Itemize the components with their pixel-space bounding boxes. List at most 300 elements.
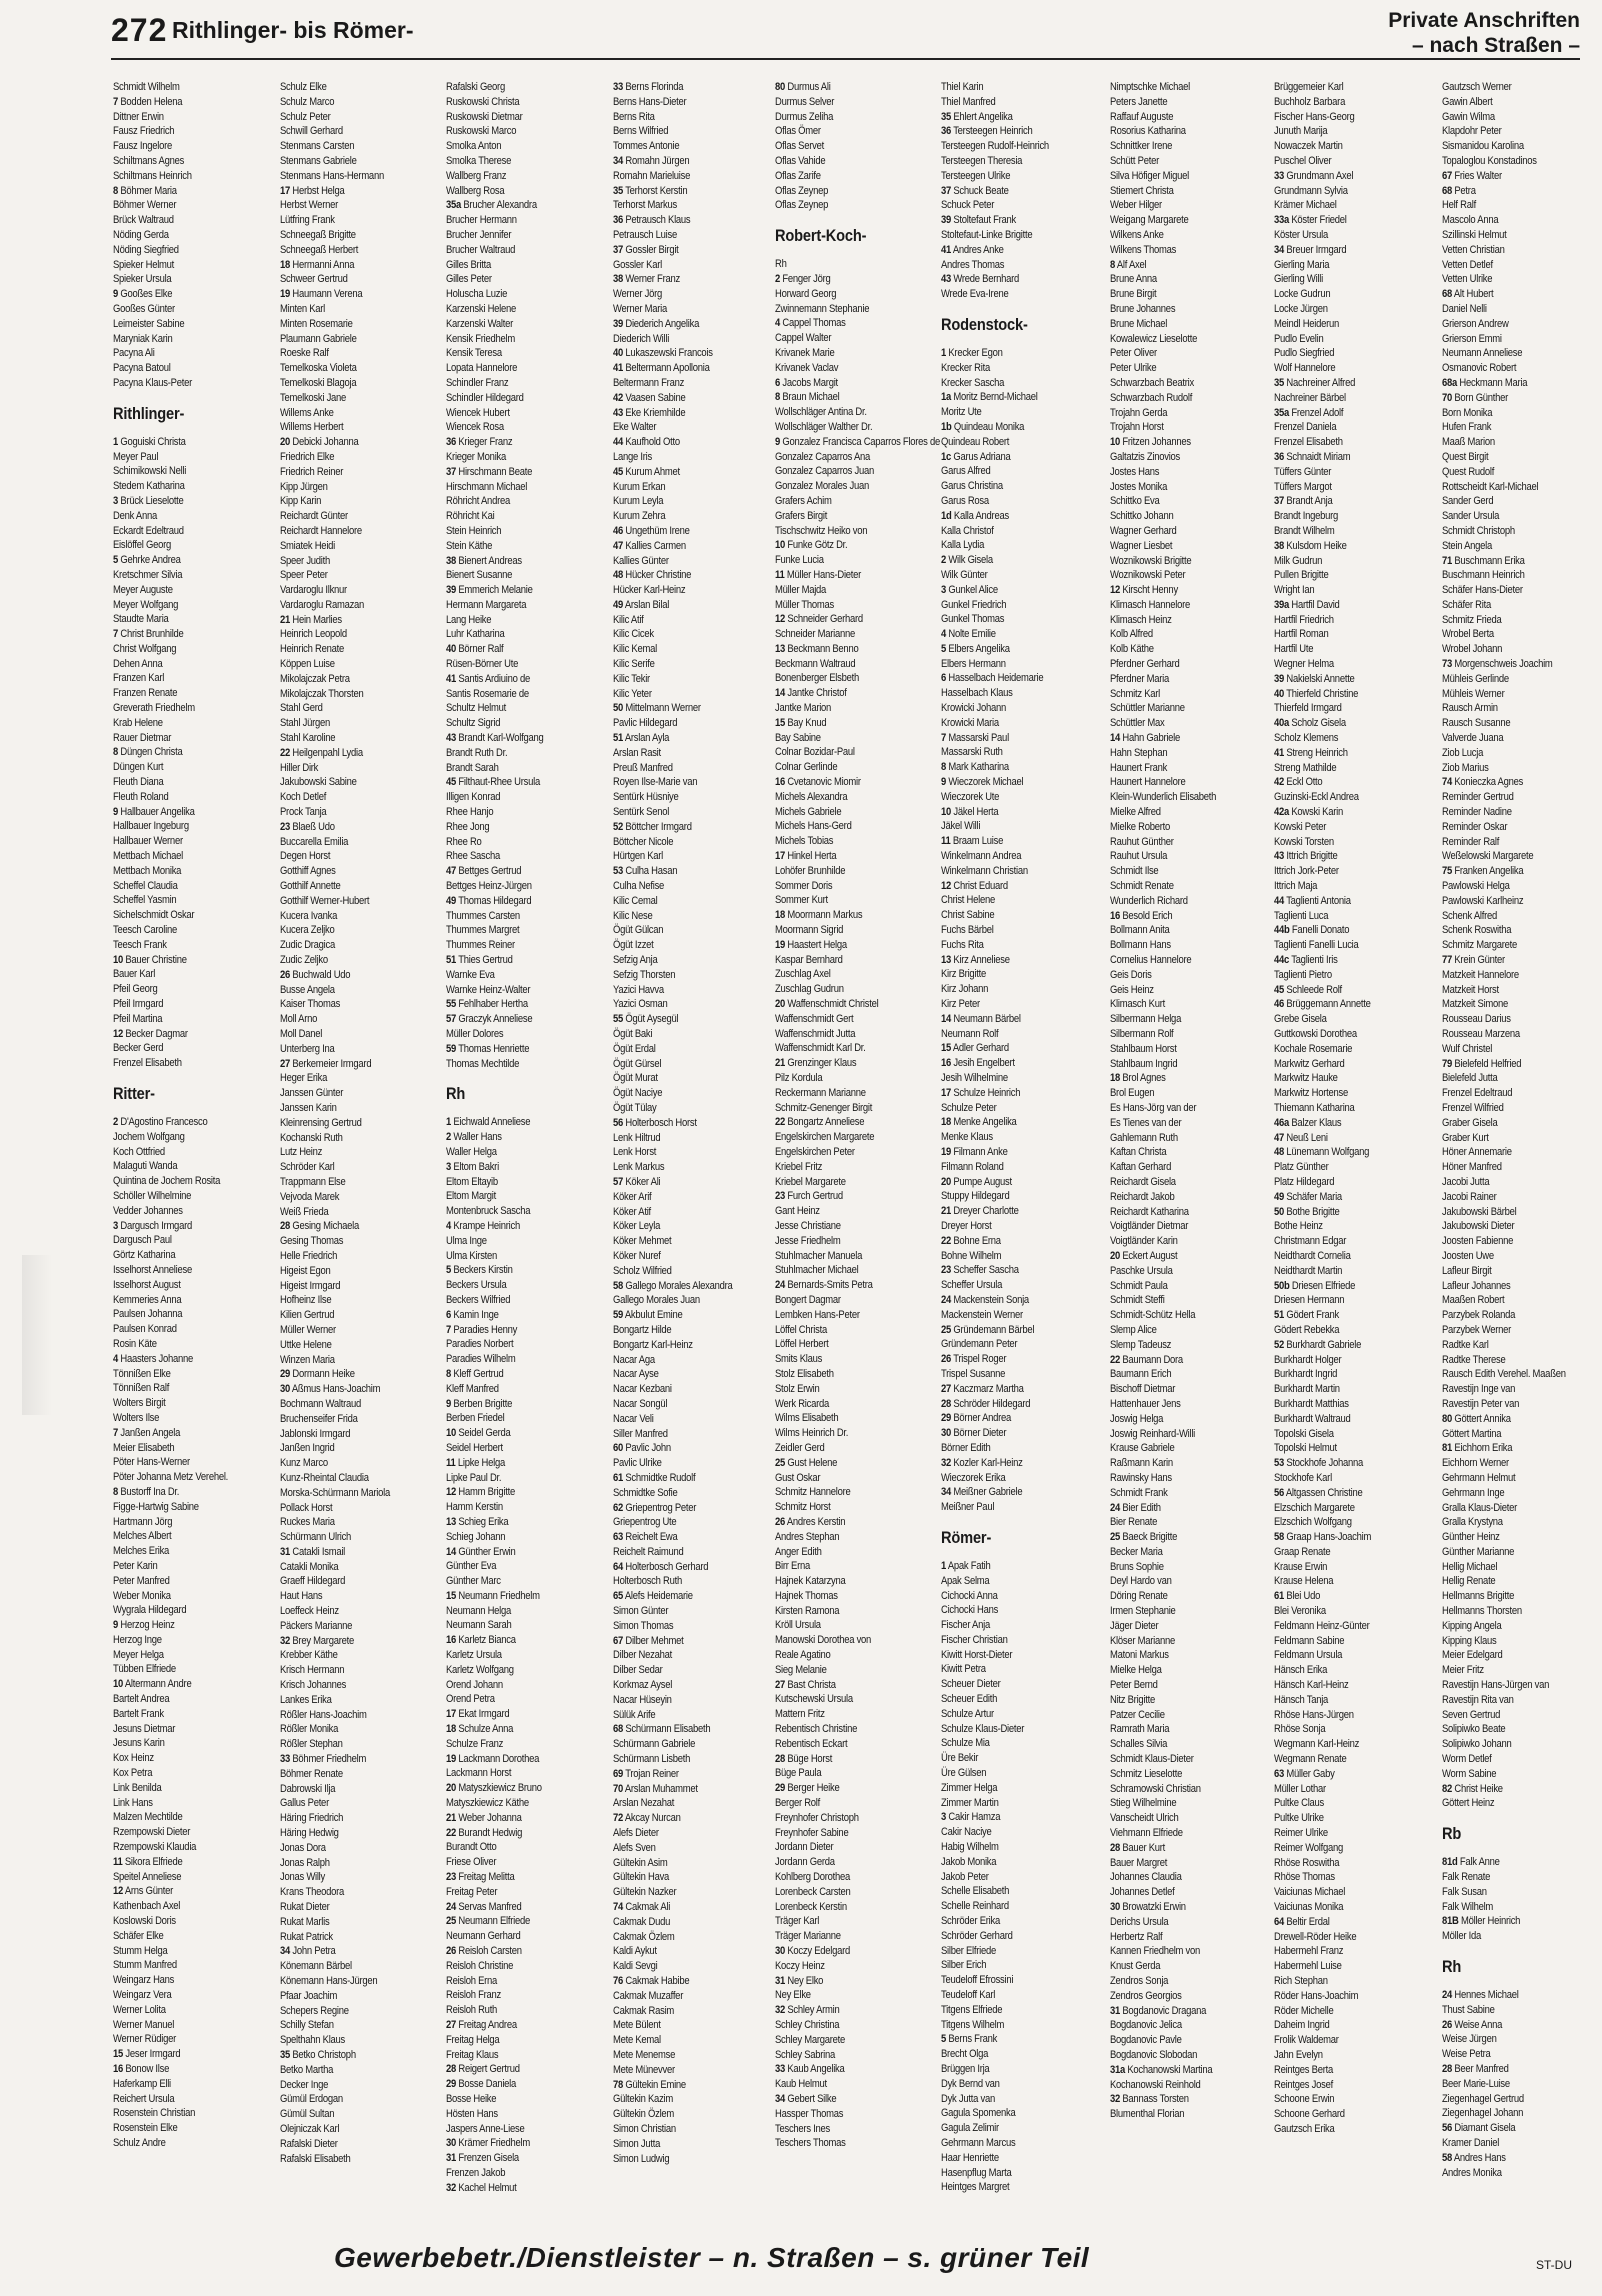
resident-entry: 30 Krämer Friedhelm — [446, 2137, 530, 2150]
resident-entry: Kipp Jürgen — [280, 480, 328, 493]
house-number: 15 — [446, 1589, 457, 1602]
resident-entry: 38 Kulsdom Heike — [1274, 539, 1347, 552]
resident-entry: 13 Beckmann Benno — [775, 642, 859, 655]
resident-entry: 26 Reisloh Carsten — [446, 1945, 522, 1958]
resident-entry: 30 Browatzki Erwin — [1110, 1901, 1186, 1914]
resident-entry: Ögüt Murat — [613, 1072, 658, 1085]
house-number: 44b — [1274, 924, 1290, 937]
resident-entry: Habermehl Franz — [1274, 1945, 1344, 1958]
resident-entry: Schürmann Ulrich — [280, 1531, 352, 1544]
resident-entry: 55 Ögüt Aysegül — [613, 1013, 679, 1026]
resident-entry: Zuschlag Axel — [775, 968, 831, 981]
resident-entry: Häring Hedwig — [280, 1827, 339, 1840]
resident-entry: Günther Heinz — [1442, 1531, 1500, 1544]
resident-entry: Hermann Margareta — [446, 598, 527, 611]
resident-entry: Stuppy Hildegard — [941, 1190, 1010, 1203]
house-number: 14 — [446, 1545, 457, 1558]
resident-entry: Schulze Klaus-Dieter — [941, 1722, 1025, 1735]
resident-entry: Andres Monika — [1442, 2166, 1502, 2179]
resident-entry: 1a Moritz Bernd-Michael — [941, 391, 1038, 404]
resident-entry: Pultke Claus — [1274, 1797, 1325, 1810]
house-number: 11 — [446, 1456, 456, 1469]
resident-entry: Kallies Günter — [613, 554, 669, 567]
resident-entry: Weber Monika — [113, 1589, 171, 1602]
house-number: 46 — [613, 524, 624, 537]
resident-entry: Dehen Anna — [113, 657, 163, 670]
resident-entry: Tüffers Günter — [1274, 465, 1332, 478]
resident-entry: Koch Ottfried — [113, 1145, 165, 1158]
resident-entry: Oflas Vahide — [775, 154, 826, 167]
directory-column-5 — [775, 80, 951, 2151]
resident-entry: Es Tienes van der — [1110, 1116, 1182, 1129]
resident-entry: 64 Holterbosch Gerhard — [613, 1560, 709, 1573]
house-number: 28 — [775, 1752, 786, 1765]
resident-entry: Rausch Susanne — [1442, 717, 1511, 730]
resident-entry: 43 Wrede Bernhard — [941, 273, 1020, 286]
resident-entry: Stuhlmacher Manuela — [775, 1249, 863, 1262]
resident-entry: Thust Sabine — [1442, 2003, 1495, 2016]
resident-entry: Michels Hans-Gerd — [775, 820, 852, 833]
resident-entry: Bohne Wilhelm — [941, 1249, 1002, 1262]
resident-entry: 9 Wieczorek Michael — [941, 776, 1024, 789]
resident-entry: Peter Ulrike — [1110, 362, 1157, 375]
resident-entry: Rhee Hanjo — [446, 806, 494, 819]
resident-entry: Kröll Ursula — [775, 1619, 821, 1632]
resident-entry: Blumenthal Florian — [1110, 2108, 1185, 2121]
resident-entry: Stiemert Christa — [1110, 184, 1174, 197]
resident-entry: Schmidtke Sofie — [613, 1486, 678, 1499]
resident-entry: Wilk Günter — [941, 568, 988, 581]
resident-entry: Radtke Karl — [1442, 1338, 1489, 1351]
resident-entry: 39 Nakielski Annette — [1274, 672, 1355, 685]
resident-entry: Temelkoski Blagoja — [280, 376, 357, 389]
resident-entry: Vedder Johannes — [113, 1204, 183, 1217]
house-number: 22 — [446, 1826, 457, 1839]
resident-entry: Tischschwitz Heiko von — [775, 524, 868, 537]
resident-entry: Schulz Andre — [113, 2136, 166, 2149]
resident-entry: 8 Düngen Christa — [113, 746, 183, 759]
resident-entry: 31a Kochanowski Martina — [1110, 2063, 1213, 2076]
resident-entry: 14 Günther Erwin — [446, 1545, 516, 1558]
resident-entry: Stenmans Hans-Hermann — [280, 169, 384, 182]
resident-entry: Brück Waltraud — [113, 214, 174, 227]
resident-entry: Milk Gudrun — [1274, 554, 1323, 567]
resident-entry: 1 Goguiski Christa — [113, 435, 186, 448]
resident-entry: 12 Hamm Brigitte — [446, 1486, 515, 1499]
resident-entry: Köker Atif — [613, 1205, 651, 1218]
resident-entry: Titgens Elfriede — [941, 2003, 1003, 2016]
house-number: 4 — [775, 317, 781, 330]
resident-entry: 23 Scheffer Sascha — [941, 1264, 1019, 1277]
page-margin-shadow — [22, 1255, 52, 1415]
resident-entry: 45 Filthaut-Rhee Ursula — [446, 776, 540, 789]
resident-entry: Thiel Karin — [941, 81, 984, 93]
house-number: 8 — [113, 746, 119, 759]
resident-entry: Schweer Gertrud — [280, 273, 348, 286]
resident-entry: Elbers Hermann — [941, 657, 1006, 670]
house-number: 47 — [613, 539, 624, 552]
resident-entry: Schürmann Gabriele — [613, 1738, 696, 1751]
house-number: 59 — [446, 1042, 457, 1055]
resident-entry: Pacyna Batoul — [113, 362, 171, 375]
resident-entry: 78 Gültekin Emine — [613, 2078, 686, 2091]
resident-entry: Worm Detlef — [1442, 1753, 1492, 1766]
resident-entry: 16 Karletz Bianca — [446, 1634, 516, 1647]
resident-entry: Kirz Brigitte — [941, 968, 987, 981]
resident-entry: 25 Baeck Brigitte — [1110, 1531, 1178, 1544]
resident-entry: Oflas Ömer — [775, 125, 821, 138]
resident-entry: Bogdanovic Pavle — [1110, 2034, 1182, 2047]
house-number: 11 — [941, 835, 951, 848]
resident-entry: Link Hans — [113, 1796, 153, 1809]
resident-entry: Derichs Ursula — [1110, 1915, 1169, 1928]
house-number: 5 — [941, 2033, 947, 2046]
resident-entry: Schmidt-Schütz Hella — [1110, 1309, 1196, 1322]
house-number: 17 — [280, 184, 291, 197]
resident-entry: Kurum Erkan — [613, 480, 666, 493]
resident-entry: Ögüt Izzet — [613, 939, 654, 952]
resident-entry: Meier Fritz — [1442, 1664, 1484, 1677]
resident-entry: Bogdanovic Slobodan — [1110, 2048, 1198, 2061]
resident-entry: 74 Cakmak Ali — [613, 1901, 671, 1914]
resident-entry: Göttert Heinz — [1442, 1797, 1495, 1810]
resident-entry: Unterberg Ina — [280, 1042, 335, 1055]
resident-entry: 1 Krecker Egon — [941, 346, 1003, 359]
resident-entry: Mielke Roberto — [1110, 820, 1171, 833]
resident-entry: 31 Ney Elko — [775, 1974, 824, 1987]
resident-entry: Pawlowski Helga — [1442, 880, 1510, 893]
house-number: 64 — [613, 1560, 624, 1573]
resident-entry: 21 Dreyer Charlotte — [941, 1205, 1019, 1218]
resident-entry: 39 Emmerich Melanie — [446, 584, 533, 597]
resident-entry: Gotthiff Agnes — [280, 865, 336, 878]
resident-entry: Stahl Karoline — [280, 732, 336, 745]
resident-entry: Jaspers Anne-Liese — [446, 2122, 525, 2135]
resident-entry: Tersteegen Theresia — [941, 154, 1023, 167]
resident-entry: Voigtländer Dietmar — [1110, 1220, 1189, 1233]
house-number: 49 — [1274, 1190, 1285, 1203]
resident-entry: 4 Cappel Thomas — [775, 317, 846, 330]
resident-entry: Kilic Tekir — [613, 672, 650, 685]
house-number: 29 — [446, 2078, 457, 2091]
house-number: 68a — [1442, 376, 1458, 389]
resident-entry: Bongartz Karl-Heinz — [613, 1338, 693, 1351]
resident-entry: Rukat Marlis — [280, 1915, 330, 1928]
resident-entry: Neumann Helga — [446, 1604, 512, 1617]
resident-entry: Simon Thomas — [613, 1619, 674, 1632]
resident-entry: 47 Neuß Leni — [1274, 1131, 1328, 1144]
resident-entry: 12 Arns Günter — [113, 1885, 174, 1898]
resident-entry: Sefzig Anja — [613, 954, 658, 967]
resident-entry: Guttkowski Dorothea — [1274, 1028, 1357, 1040]
resident-entry: Scheffel Claudia — [113, 879, 178, 892]
resident-entry: Frenzel Elisabeth — [113, 1057, 182, 1070]
resident-entry: Frolik Waldemar — [1274, 2034, 1339, 2047]
resident-entry: 19 Filmann Anke — [941, 1145, 1008, 1158]
house-number: 57 — [613, 1175, 624, 1188]
resident-entry: 36 Petrausch Klaus — [613, 214, 691, 227]
resident-entry: 28 Bauer Kurt — [1110, 1841, 1166, 1854]
resident-entry: Staudte Maria — [113, 613, 169, 626]
house-number: 45 — [446, 776, 457, 789]
resident-entry: Ögüt Gürsel — [613, 1057, 662, 1070]
resident-entry: Cappel Walter — [775, 332, 832, 345]
resident-entry: Engelskirchen Peter — [775, 1145, 855, 1158]
resident-entry: 43 Ittrich Brigitte — [1274, 850, 1338, 863]
resident-entry: Klapdohr Peter — [1442, 125, 1502, 138]
resident-entry: Wallberg Franz — [446, 169, 507, 182]
resident-entry: Wright Ian — [1274, 584, 1315, 597]
resident-entry: Bochmann Waltraud — [280, 1397, 361, 1410]
resident-entry: Graber Gisela — [1442, 1116, 1498, 1129]
resident-entry: 69 Trojan Reiner — [613, 1767, 679, 1780]
resident-entry: 36 Schnaidt Miriam — [1274, 450, 1351, 463]
house-number: 49 — [446, 894, 457, 907]
resident-entry: Schulz Peter — [280, 110, 331, 123]
resident-entry: 15 Jeser Irmgard — [113, 2048, 181, 2061]
resident-entry: Cakmak Özlem — [613, 1930, 675, 1943]
house-number: 18 — [941, 1116, 952, 1129]
resident-entry: Kaldi Sevgi — [613, 1960, 658, 1973]
resident-entry: Pfeil Martina — [113, 1012, 163, 1025]
house-number: 20 — [775, 998, 786, 1011]
resident-entry: Yazici Osman — [613, 998, 668, 1011]
house-number: 40 — [446, 643, 457, 656]
house-number: 15 — [113, 2048, 124, 2061]
resident-entry: Rhöse Thomas — [1274, 1871, 1335, 1884]
resident-entry: Hallbauer Ingeburg — [113, 820, 189, 833]
resident-entry: Brucher Jennifer — [446, 228, 512, 241]
resident-entry: Decker Inge — [280, 2078, 329, 2091]
resident-entry: 40 Lukaszewski Francois — [613, 347, 713, 360]
resident-entry: Blei Veronika — [1274, 1605, 1326, 1618]
resident-entry: Kaub Helmut — [775, 2078, 827, 2091]
resident-entry: Rosenstein Elke — [113, 2122, 178, 2135]
resident-entry: Sommer Doris — [775, 879, 833, 892]
resident-entry: 31 Frenzen Gisela — [446, 2152, 519, 2165]
resident-entry: Schuck Peter — [941, 199, 995, 212]
resident-entry: Gralla Klaus-Dieter — [1442, 1501, 1518, 1514]
house-number: 15 — [941, 1042, 952, 1055]
resident-entry: Reichert Ursula — [113, 2092, 175, 2105]
resident-entry: Bartelt Andrea — [113, 1693, 170, 1706]
resident-entry: Schelle Elisabeth — [941, 1885, 1010, 1898]
resident-entry: Christmann Edgar — [1274, 1235, 1347, 1248]
resident-entry: Müller Dolores — [446, 1028, 504, 1040]
resident-entry: 47 Bettges Gertrud — [446, 865, 522, 878]
resident-entry: Gagula Zelimir — [941, 2122, 999, 2135]
house-number: 36 — [1274, 450, 1285, 463]
resident-entry: Oflas Zarife — [775, 169, 821, 182]
resident-entry: Anger Edith — [775, 1545, 822, 1558]
resident-entry: Uttke Helene — [280, 1338, 332, 1351]
house-number: 63 — [1274, 1767, 1285, 1780]
resident-entry: Hürtgen Karl — [613, 850, 664, 863]
resident-entry: Gant Heinz — [775, 1205, 820, 1218]
resident-entry: Büge Paula — [775, 1767, 822, 1780]
resident-entry: Dabrowski Ilja — [280, 1782, 336, 1795]
resident-entry: Brune Johannes — [1110, 302, 1176, 315]
resident-entry: Krowicki Johann — [941, 702, 1007, 715]
resident-entry: Melches Albert — [113, 1530, 172, 1543]
resident-entry: Gehrmann Inge — [1442, 1486, 1505, 1499]
resident-entry: Teschers Ines — [775, 2122, 831, 2135]
resident-entry: Krause Erwin — [1274, 1560, 1328, 1573]
resident-entry: Gallego Morales Juan — [613, 1294, 700, 1307]
resident-entry: Schneider Marianne — [775, 628, 856, 641]
house-number: 22 — [941, 1234, 952, 1247]
house-number: 31a — [1110, 2063, 1126, 2076]
resident-entry: 11 Sikora Elfriede — [113, 1855, 183, 1868]
resident-entry: Pawlowski Karlheinz — [1442, 894, 1524, 907]
resident-entry: Wolf Hannelore — [1274, 362, 1336, 375]
resident-entry: Eislöffel Georg — [113, 539, 172, 552]
resident-entry: Sentürk Senol — [613, 806, 670, 819]
resident-entry: Graeff Hildegard — [280, 1575, 346, 1588]
resident-entry: Hartfil Ute — [1274, 643, 1314, 656]
resident-entry: Gierling Maria — [1274, 258, 1330, 271]
resident-entry: 8 Bustorff Ina Dr. — [113, 1485, 180, 1498]
resident-entry: Schäfer Rita — [1442, 598, 1491, 611]
resident-entry: Trojahn Gerda — [1110, 406, 1168, 419]
resident-entry: Jakob Monika — [941, 1855, 997, 1868]
resident-entry: Nitz Brigitte — [1110, 1693, 1156, 1706]
header-rule — [111, 58, 1580, 60]
resident-entry: Thummes Reiner — [446, 939, 515, 952]
resident-entry: Kunz Marco — [280, 1457, 328, 1470]
resident-entry: Bogdanovic Jelica — [1110, 2019, 1182, 2032]
resident-entry: Düngen Kurt — [113, 761, 164, 774]
house-number: 16 — [775, 776, 786, 789]
resident-entry: Krämer Michael — [1274, 199, 1337, 212]
resident-entry: 4 Haasters Johanne — [113, 1352, 194, 1365]
resident-entry: Nöding Gerda — [113, 228, 169, 241]
resident-entry: Rawinsky Hans — [1110, 1471, 1172, 1484]
resident-entry: 27 Kaczmarz Martha — [941, 1382, 1024, 1395]
house-number: 9 — [113, 1619, 119, 1632]
resident-entry: Kalla Christof — [941, 524, 994, 537]
resident-entry: Bielefeld Jutta — [1442, 1072, 1498, 1085]
resident-entry: Taglienti Fanelli Lucia — [1274, 939, 1359, 952]
resident-entry: Quest Birgit — [1442, 450, 1489, 463]
resident-entry: Hücker Karl-Heinz — [613, 584, 686, 597]
resident-entry: Vetten Christian — [1442, 243, 1505, 256]
resident-entry: Willems Herbert — [280, 421, 344, 434]
resident-entry: 3 Eltom Bakri — [446, 1160, 499, 1173]
house-number: 24 — [446, 1900, 457, 1913]
resident-entry: Schulze Peter — [941, 1101, 997, 1114]
resident-entry: Kolb Käthe — [1110, 643, 1154, 656]
house-number: 1b — [941, 420, 952, 433]
resident-entry: Nachreiner Bärbel — [1274, 391, 1346, 404]
house-number: 8 — [446, 1367, 452, 1380]
resident-entry: Woznikowski Brigitte — [1110, 554, 1192, 567]
resident-entry: Eltom Margit — [446, 1190, 497, 1203]
resident-entry: Jahn Evelyn — [1274, 2048, 1323, 2061]
house-number: 22 — [775, 1116, 786, 1129]
resident-entry: Thiel Manfred — [941, 95, 996, 108]
resident-entry: Pavlic Hildegard — [613, 717, 678, 730]
resident-entry: Rhöse Hans-Jürgen — [1274, 1708, 1354, 1721]
house-number: 33 — [1274, 169, 1285, 182]
resident-entry: Denk Anna — [113, 509, 157, 522]
house-number: 28 — [941, 1397, 952, 1410]
resident-entry: 9 Berben Brigitte — [446, 1397, 513, 1410]
resident-entry: Beckmann Waltraud — [775, 657, 856, 670]
house-number: 42 — [1274, 776, 1285, 789]
resident-entry: Quintina de Jochem Rosita — [113, 1175, 221, 1188]
resident-entry: Lang Heike — [446, 613, 492, 626]
house-number: 34 — [775, 2092, 786, 2105]
resident-entry: Minten Rosemarie — [280, 317, 353, 330]
resident-entry: Pullen Brigitte — [1274, 569, 1329, 582]
resident-entry: Reichardt Hannelore — [280, 524, 362, 537]
resident-entry: Schittko Eva — [1110, 495, 1160, 508]
resident-entry: Weßelowski Margarete — [1442, 850, 1534, 863]
resident-entry: Bartelt Frank — [113, 1707, 164, 1720]
house-number: 22 — [280, 746, 291, 759]
resident-entry: Jablonski Irmgard — [280, 1427, 351, 1440]
house-number: 31 — [775, 1974, 786, 1987]
resident-entry: Heger Erika — [280, 1072, 328, 1085]
house-number: 55 — [613, 1013, 624, 1026]
resident-entry: 67 Dilber Mehmet — [613, 1634, 684, 1647]
house-number: 13 — [775, 642, 786, 655]
resident-entry: Mete Bülent — [613, 2019, 661, 2032]
resident-entry: Falk Susan — [1442, 1885, 1487, 1898]
directory-column-6 — [941, 80, 1117, 2195]
resident-entry: Schürmann Lisbeth — [613, 1753, 691, 1766]
resident-entry: 44 Taglienti Antonia — [1274, 894, 1351, 907]
resident-entry: Birr Erna — [775, 1560, 811, 1573]
resident-entry: Grierson Andrew — [1442, 317, 1509, 330]
page-title: Rithlinger- bis Römer- — [172, 17, 414, 43]
resident-entry: Brandt Sarah — [446, 761, 499, 774]
house-number: 30 — [1110, 1901, 1121, 1914]
resident-entry: Gautzsch Werner — [1442, 81, 1512, 93]
resident-entry: Jesse Christiane — [775, 1219, 841, 1232]
street-heading: Rodenstock- — [941, 314, 1028, 334]
resident-entry: Streng Mathilde — [1274, 761, 1337, 774]
resident-entry: 56 Diamant Gisela — [1442, 2122, 1516, 2135]
resident-entry: Colnar Gerlinde — [775, 761, 838, 774]
resident-entry: 23 Blaeß Udo — [280, 820, 335, 833]
resident-entry: 27 Bast Christa — [775, 1678, 836, 1691]
resident-entry: Holterbosch Ruth — [613, 1575, 682, 1588]
resident-entry: 14 Hahn Gabriele — [1110, 732, 1181, 745]
resident-entry: Morska-Schürmann Mariola — [280, 1486, 390, 1499]
resident-entry: 43 Brandt Karl-Wolfgang — [446, 732, 544, 745]
resident-entry: Lipke Paul Dr. — [446, 1471, 502, 1484]
resident-entry: Schmidt Ilse — [1110, 865, 1159, 878]
resident-entry: Bosse Heike — [446, 2092, 497, 2105]
resident-entry: Schulze Franz — [446, 1737, 504, 1750]
resident-entry: Haunert Frank — [1110, 761, 1168, 774]
resident-entry: 34 John Petra — [280, 1945, 336, 1958]
resident-entry: Quindeau Robert — [941, 435, 1010, 448]
resident-entry: Brandt Ruth Dr. — [446, 746, 508, 759]
resident-entry: 17 Herbst Helga — [280, 184, 345, 197]
resident-entry: 5 Beckers Kirstin — [446, 1264, 513, 1277]
resident-entry: 72 Akcay Nurcan — [613, 1812, 681, 1825]
resident-entry: Wegner Helma — [1274, 658, 1334, 671]
resident-entry: Hahn Stephan — [1110, 746, 1168, 759]
resident-entry: Stahlbaum Ingrid — [1110, 1057, 1178, 1070]
resident-entry: Weise Petra — [1442, 2048, 1491, 2061]
house-number: 25 — [941, 1323, 952, 1336]
resident-entry: Platz Günther — [1274, 1161, 1329, 1174]
resident-entry: Scheffel Yasmin — [113, 894, 177, 907]
